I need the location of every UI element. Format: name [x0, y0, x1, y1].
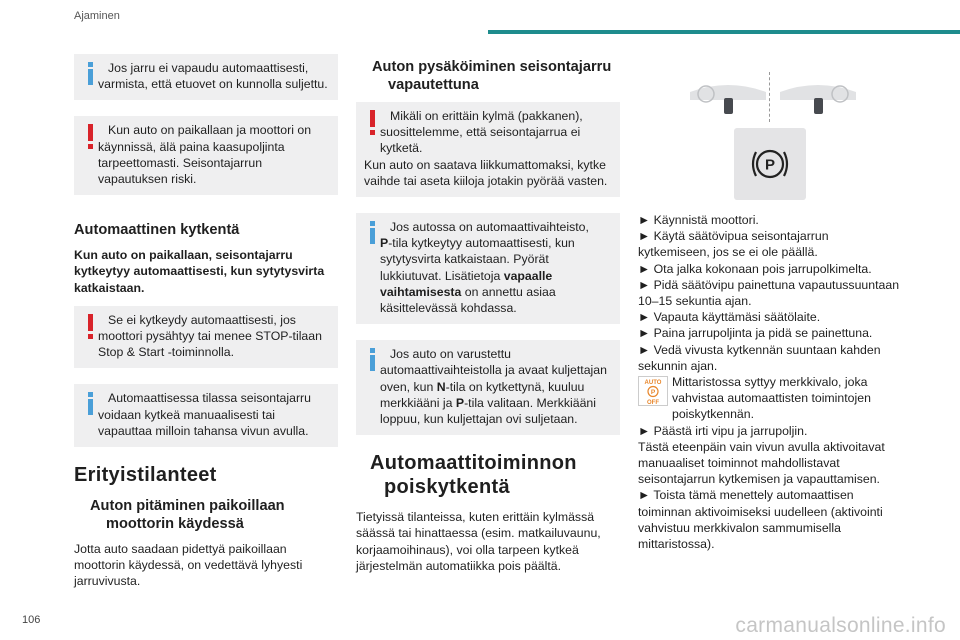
steps-list: [638, 212, 902, 552]
steering-wheel-lhd-icon: [688, 80, 768, 118]
parking-brake-illustration: [638, 54, 902, 206]
warning-box: [74, 116, 338, 195]
text-run-bold: P: [455, 395, 465, 410]
info-note-text: Automaattisessa tilassa seisontajarru voidaan kytkeä manuaalisesti tai vapauttaa milloin tahansa vivun avulla.: [98, 391, 311, 438]
auto-off-label-top: AUTO: [644, 380, 662, 387]
info-note-box: [356, 340, 620, 435]
section-heading-disable: Automaattitoiminnon poiskytkentä: [370, 452, 577, 499]
column-left: [74, 54, 338, 600]
info-note-box: [356, 213, 620, 324]
text-run: Jos autossa on automaattivaihteisto,: [390, 220, 589, 235]
section-heading-automatic: Automaattinen kytkentä: [74, 222, 240, 239]
steering-wheel-rhd-icon: [778, 80, 858, 118]
warning-text: Kun auto on paikallaan ja moottori on käynnissä, älä paina kaasupoljinta tarpeettomasti. Seisontajarrun vapautuksen riski.: [98, 123, 312, 187]
text-run: on annettu asiaa käsittelevässä kohdassa.: [380, 284, 556, 316]
text-run: -tila kytkeytyy automaattisesti, kun sytytysvirta katkaistaan. Pyörät lukkiutuvat. Lisätietoja: [380, 236, 575, 283]
auto-off-text: Mittaristossa syttyy merkkivalo, joka vahvistaa automaattisten toimintojen poiskytkennän.: [672, 375, 871, 422]
warning-icon: [84, 314, 98, 344]
watermark: carmanualsonline.info: [735, 613, 946, 637]
hold-description: Jotta auto saadaan pidettyä paikoillaan moottorin käydessä, on vedettävä lyhyesti jarruvivusta.: [74, 542, 303, 589]
warning-text-continued: Kun auto on saatava liikkumattomaksi, kytke vaihde tai aseta kiiloja jotakin pyörää vasten.: [364, 157, 608, 188]
text-run: -tila on kytkettynä, kuuluu merkkiääni ja: [380, 379, 585, 410]
warning-text: Mikäli on erittäin kylmä (pakkanen), suosittelemme, että seisontajarrua ei kytketä.: [380, 109, 583, 156]
info-icon: [366, 348, 380, 378]
step-item: ► Vapauta käyttämäsi säätölaite.: [638, 310, 821, 325]
step-item: ► Ota jalka kokonaan pois jarrupolkimelta.: [638, 261, 872, 276]
svg-text:P: P: [650, 389, 656, 397]
illustration-divider: [769, 72, 770, 122]
info-icon: [84, 392, 98, 422]
info-note-text: [364, 346, 612, 427]
auto-off-note: [638, 374, 902, 423]
warning-icon: [366, 110, 380, 140]
automatic-description: Kun auto on paikallaan, seisontajarru kytkeytyy automaattisesti, kun sytytysvirta katkaistaan.: [74, 248, 325, 295]
subsection-heading-hold: Auton pitäminen paikoillaan moottorin käydessä: [90, 498, 285, 533]
text-run-bold: vapaalle vaihtamisesta: [380, 268, 553, 299]
page-header-title: Ajaminen: [74, 10, 120, 22]
parking-brake-icon: [748, 142, 792, 186]
step-item: ► Vedä vivusta kytkennän suuntaan kahden sekunnin ajan.: [638, 342, 881, 373]
info-note-text: Jos jarru ei vapaudu automaattisesti, varmista, että etuovet on kunnolla suljettu.: [98, 61, 328, 92]
step-item: ► Käytä säätövipua seisontajarrun kytkemiseen, jos se ei ole päällä.: [638, 229, 829, 260]
info-note-box: [74, 54, 338, 100]
warning-icon: [84, 124, 98, 154]
step-item: ► Toista tämä menettely automaattisen toiminnan aktivoimiseksi uudelleen (aktivointi vahvistuu merkkivalon sammumisella mittaristossa).: [638, 488, 883, 552]
page-number: 106: [22, 613, 41, 626]
step-item: ► Paina jarrupoljinta ja pidä se painettuna.: [638, 326, 873, 341]
step-item: Tästä eteenpäin vain vivun avulla aktivoitavat manuaaliset toiminnot mahdollistavat seisontajarrun kytkemisen ja vapauttamisen.: [638, 439, 885, 487]
section-heading-parking: Auton pysäköiminen seisontajarru vapautettuna: [372, 59, 612, 93]
warning-box: [356, 102, 620, 197]
header-accent-rule: [488, 30, 960, 34]
info-icon: [366, 221, 380, 251]
warning-box: [74, 306, 338, 369]
text-run: Jos auto on varustettu automaattivaihteistolla ja avaat kuljettajan oven, kun: [380, 347, 607, 394]
column-middle: [356, 54, 620, 584]
step-item: ► Päästä irti vipu ja jarrupoljin.: [638, 423, 808, 438]
warning-text: Se ei kytkeydy automaattisesti, jos moottori pysähtyy tai menee STOP-tilaan Stop & Start -toiminnolla.: [98, 312, 322, 360]
disable-description: Tietyissä tilanteissa, kuten erittäin kylmässä säässä tai hinattaessa (esim. matkailuvaunu, korjaamoihinaus), voi olla tarpeen kytkeä järjestelmän automatiikka pois päältä.: [356, 510, 601, 573]
text-run-bold: P: [380, 236, 389, 251]
column-right: [638, 54, 902, 552]
text-run-bold: N: [436, 379, 446, 394]
text-run: -tila valitaan. Merkkiääni loppuu, kun kuljettajan ovi suljetaan.: [380, 395, 596, 427]
auto-off-warning-icon: [638, 376, 668, 406]
parking-brake-switch: [734, 128, 806, 200]
auto-off-label-bottom: OFF: [647, 400, 659, 407]
step-item: ► Pidä säätövipu painettuna vapautussuuntaan 10–15 sekuntia ajan.: [638, 277, 900, 309]
svg-text:P: P: [764, 156, 776, 174]
step-item: ► Käynnistä moottori.: [638, 213, 759, 227]
info-note-box: [74, 384, 338, 447]
section-heading-special: Erityistilanteet: [74, 464, 217, 487]
info-icon: [84, 62, 98, 92]
info-note-text: [364, 219, 612, 316]
